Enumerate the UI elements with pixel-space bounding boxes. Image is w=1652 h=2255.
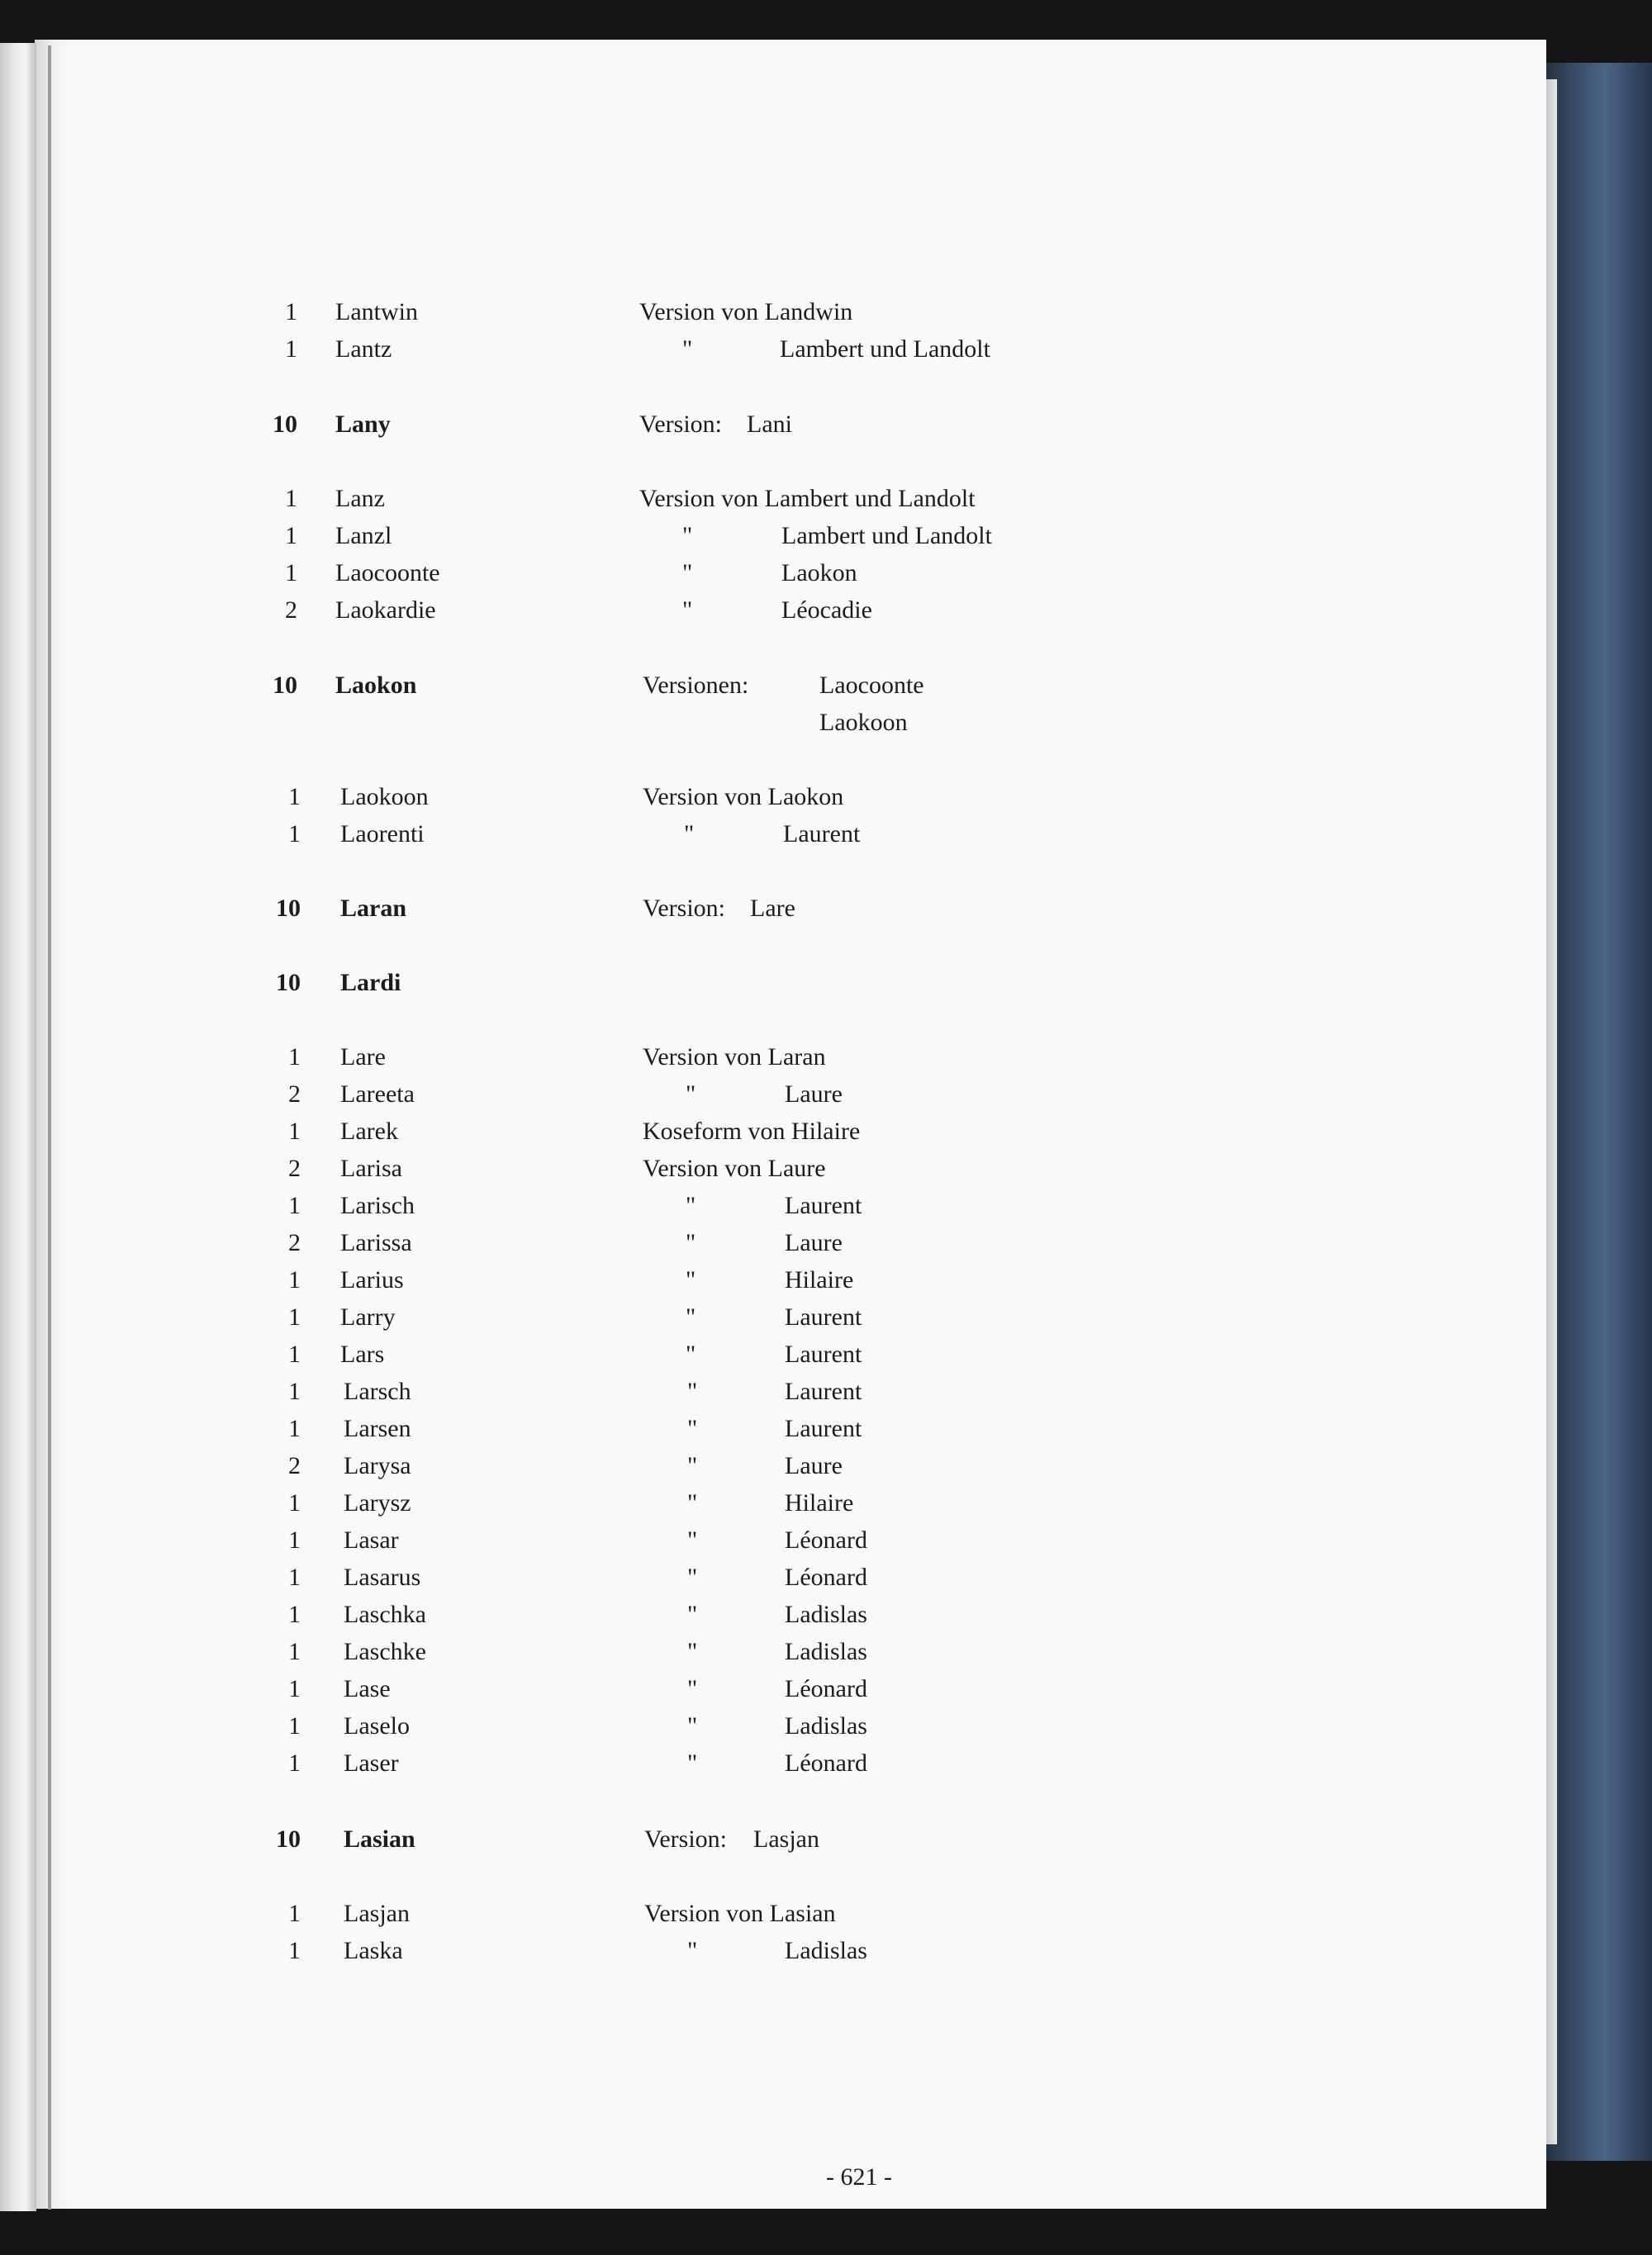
entry-name: Laokoon [340, 783, 429, 810]
table-row [0, 1076, 1652, 1113]
table-row [0, 1411, 1652, 1447]
table-row [0, 890, 1652, 927]
entry-count: 1 [288, 1900, 301, 1927]
entry-reference: Ladislas [785, 1712, 867, 1740]
table-row [0, 1745, 1652, 1782]
entry-name: Larisch [340, 1192, 415, 1219]
entry-name: Laran [340, 895, 407, 922]
entry-reference: Lare [750, 895, 795, 922]
entry-reference: Léonard [785, 1564, 867, 1591]
table-row [0, 1821, 1652, 1858]
ditto-mark: " [686, 1229, 696, 1256]
entry-name: Lanzl [335, 522, 392, 549]
table-row [0, 1708, 1652, 1745]
table-row [0, 816, 1652, 852]
entry-description: Version: [639, 411, 722, 438]
table-row [0, 1671, 1652, 1707]
entry-count: 10 [276, 895, 301, 922]
entry-count: 10 [276, 1825, 301, 1853]
entry-description: Version von Lambert und Landolt [639, 485, 976, 512]
entry-reference: Lambert und Landolt [781, 522, 992, 549]
entry-reference: Ladislas [785, 1601, 867, 1628]
ditto-mark: " [687, 1452, 698, 1479]
ditto-mark: " [687, 1937, 698, 1964]
entry-count: 1 [288, 1415, 301, 1442]
entry-reference: Léonard [785, 1749, 867, 1777]
entry-description: Version von Laokon [643, 783, 844, 810]
entry-reference: Laokon [781, 559, 857, 586]
entry-count: 1 [288, 1043, 301, 1071]
table-row [0, 705, 1652, 741]
table-row [0, 1448, 1652, 1484]
table-row [0, 331, 1652, 368]
entry-count: 2 [288, 1452, 301, 1479]
table-row [0, 518, 1652, 554]
entry-count: 1 [288, 1341, 301, 1368]
ditto-mark: " [687, 1378, 698, 1405]
entry-reference: Laure [785, 1452, 843, 1479]
entry-count: 1 [288, 1192, 301, 1219]
entry-name: Laorenti [340, 820, 425, 847]
table-row [0, 1634, 1652, 1670]
table-row [0, 667, 1652, 704]
entry-name: Lantwin [335, 298, 418, 325]
entry-count: 1 [288, 1526, 301, 1554]
entry-name: Laska [344, 1937, 403, 1964]
table-row [0, 1225, 1652, 1261]
table-row [0, 1896, 1652, 1932]
entry-count: 1 [288, 1638, 301, 1665]
entry-name: Laschke [344, 1638, 426, 1665]
entry-name: Laselo [344, 1712, 410, 1740]
entry-count: 2 [288, 1155, 301, 1182]
entry-name: Lardi [340, 969, 401, 996]
ditto-mark: " [687, 1712, 698, 1740]
table-row [0, 1522, 1652, 1559]
entry-count: 1 [288, 1378, 301, 1405]
entry-name: Laser [344, 1749, 399, 1777]
table-row [0, 1113, 1652, 1150]
entry-count: 2 [288, 1080, 301, 1108]
entry-reference: Laurent [785, 1378, 862, 1405]
entry-reference: Léocadie [781, 596, 872, 624]
entry-reference: Laure [785, 1229, 843, 1256]
entry-reference: Lambert und Landolt [780, 335, 990, 363]
table-row [0, 1039, 1652, 1075]
entry-reference: Léonard [785, 1526, 867, 1554]
entry-count: 1 [288, 1601, 301, 1628]
entry-count: 10 [273, 672, 297, 699]
ditto-mark: " [686, 1080, 696, 1108]
entry-count: 1 [288, 820, 301, 847]
entry-reference: Laokoon [819, 709, 908, 736]
ditto-mark: " [682, 522, 693, 549]
table-row [0, 294, 1652, 330]
entry-description: Version: [643, 895, 725, 922]
table-row [0, 779, 1652, 815]
entry-reference: Léonard [785, 1675, 867, 1702]
entry-count: 2 [288, 1229, 301, 1256]
entry-reference: Ladislas [785, 1638, 867, 1665]
entry-name: Laokon [335, 672, 417, 699]
entry-reference: Laurent [785, 1341, 862, 1368]
entry-count: 2 [285, 596, 297, 624]
entry-name: Lanz [335, 485, 385, 512]
entry-description: Version von Laure [643, 1155, 826, 1182]
entry-name: Laschka [344, 1601, 426, 1628]
entry-name: Lantz [335, 335, 392, 363]
entry-count: 1 [285, 559, 297, 586]
entry-name: Lasian [344, 1825, 415, 1853]
table-row [0, 592, 1652, 629]
entry-name: Laocoonte [335, 559, 440, 586]
entry-description: Koseform von Hilaire [643, 1118, 861, 1145]
entry-name: Larsen [344, 1415, 411, 1442]
ditto-mark: " [686, 1192, 696, 1219]
entry-name: Larius [340, 1266, 404, 1294]
table-row [0, 1597, 1652, 1633]
table-row [0, 1933, 1652, 1969]
ditto-mark: " [687, 1638, 698, 1665]
ditto-mark: " [687, 1489, 698, 1517]
table-row [0, 1336, 1652, 1373]
entry-description: Versionen: [643, 672, 749, 699]
table-row [0, 406, 1652, 443]
entry-count: 1 [288, 1118, 301, 1145]
page-number: - 621 - [826, 2163, 892, 2191]
entry-name: Laokardie [335, 596, 436, 624]
entry-description: Version von Lasian [644, 1900, 836, 1927]
entry-count: 1 [285, 522, 297, 549]
entry-name: Lase [344, 1675, 391, 1702]
ditto-mark: " [682, 596, 693, 624]
entry-reference: Laurent [785, 1303, 862, 1331]
ditto-mark: " [687, 1415, 698, 1442]
entry-name: Lars [340, 1341, 385, 1368]
entry-count: 10 [273, 411, 297, 438]
entry-reference: Laocoonte [819, 672, 924, 699]
ditto-mark: " [686, 1341, 696, 1368]
entry-name: Lasjan [344, 1900, 410, 1927]
ditto-mark: " [687, 1526, 698, 1554]
ditto-mark: " [687, 1675, 698, 1702]
ditto-mark: " [682, 335, 693, 363]
table-row [0, 1374, 1652, 1410]
entry-count: 1 [288, 1675, 301, 1702]
table-row [0, 481, 1652, 517]
entry-count: 1 [288, 1749, 301, 1777]
entry-name: Lasar [344, 1526, 399, 1554]
entry-reference: Laure [785, 1080, 843, 1108]
table-row [0, 1560, 1652, 1596]
entry-description: Version von Landwin [639, 298, 853, 325]
table-row [0, 1151, 1652, 1187]
table-row [0, 1485, 1652, 1522]
entry-name: Lasarus [344, 1564, 421, 1591]
entry-count: 1 [288, 1564, 301, 1591]
entry-count: 1 [288, 1266, 301, 1294]
entry-reference: Hilaire [785, 1266, 854, 1294]
entry-reference: Laurent [785, 1415, 862, 1442]
ditto-mark: " [687, 1749, 698, 1777]
entry-reference: Laurent [783, 820, 861, 847]
entry-name: Lany [335, 411, 391, 438]
entry-reference: Lani [747, 411, 792, 438]
entry-name: Larek [340, 1118, 398, 1145]
table-row [0, 1188, 1652, 1224]
table-row [0, 1299, 1652, 1336]
entry-name: Larysz [344, 1489, 411, 1517]
entry-count: 1 [288, 1937, 301, 1964]
entry-count: 1 [285, 335, 297, 363]
entry-reference: Ladislas [785, 1937, 867, 1964]
entry-reference: Laurent [785, 1192, 862, 1219]
entry-count: 10 [276, 969, 301, 996]
entry-reference: Lasjan [753, 1825, 819, 1853]
table-row [0, 965, 1652, 1001]
entry-name: Larysa [344, 1452, 411, 1479]
entry-count: 1 [288, 783, 301, 810]
entry-description: Version: [644, 1825, 727, 1853]
ditto-mark: " [682, 559, 693, 586]
entry-name: Larry [340, 1303, 396, 1331]
entry-name: Larisa [340, 1155, 402, 1182]
entry-count: 1 [285, 485, 297, 512]
table-row [0, 555, 1652, 591]
ditto-mark: " [684, 820, 695, 847]
entry-count: 1 [288, 1712, 301, 1740]
entry-count: 1 [285, 298, 297, 325]
entry-name: Larissa [340, 1229, 412, 1256]
entry-name: Lare [340, 1043, 386, 1071]
entry-name: Larsch [344, 1378, 411, 1405]
entry-name: Lareeta [340, 1080, 415, 1108]
entry-count: 1 [288, 1489, 301, 1517]
ditto-mark: " [686, 1266, 696, 1294]
ditto-mark: " [687, 1601, 698, 1628]
ditto-mark: " [686, 1303, 696, 1331]
entry-count: 1 [288, 1303, 301, 1331]
entry-description: Version von Laran [643, 1043, 826, 1071]
table-row [0, 1262, 1652, 1298]
entry-reference: Hilaire [785, 1489, 854, 1517]
ditto-mark: " [687, 1564, 698, 1591]
